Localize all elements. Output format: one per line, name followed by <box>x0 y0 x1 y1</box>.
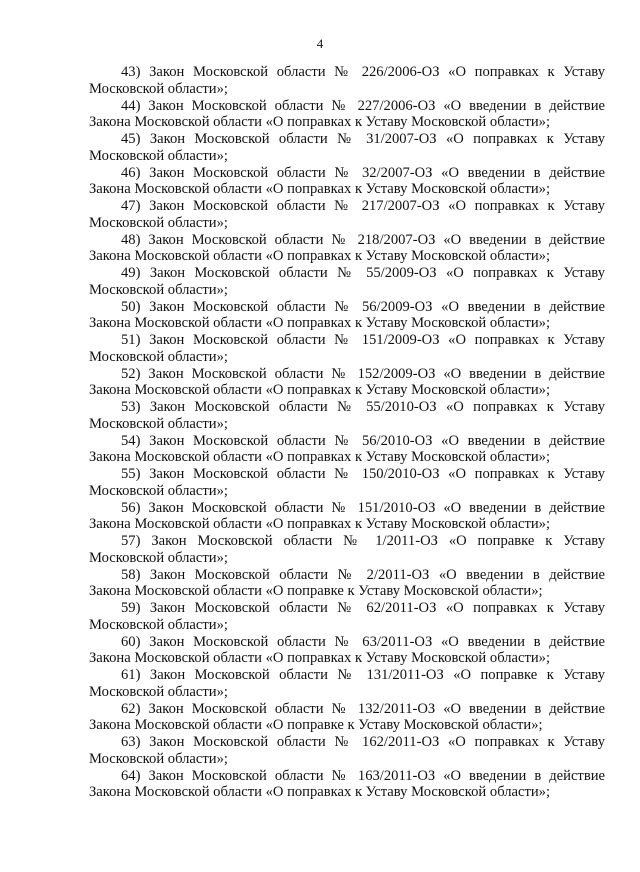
list-item-first-line: 54) Закон Московской области № 56/2010-ОЗ «О введении в действие <box>121 432 605 449</box>
list-item <box>89 667 605 701</box>
list-item-first-line: 64) Закон Московской области № 163/2011-ОЗ «О введении в действие <box>121 767 605 784</box>
list-item-continuation: Московской области»; <box>89 80 228 97</box>
list-item-first-line: 47) Закон Московской области № 217/2007-ОЗ «О поправках к Уставу <box>121 198 605 214</box>
list-item <box>89 600 605 634</box>
list-item <box>89 567 605 601</box>
list-item-first-line: 55) Закон Московской области № 150/2010-ОЗ «О поправках к Уставу <box>121 466 605 482</box>
list-item-continuation: Московской области»; <box>89 147 228 164</box>
list-item <box>89 399 605 433</box>
list-item <box>89 366 605 400</box>
list-item-first-line: 63) Закон Московской области № 162/2011-ОЗ «О поправках к Уставу <box>121 734 605 750</box>
list-item-continuation: Московской области»; <box>89 549 228 566</box>
list-item <box>89 701 605 735</box>
list-item-first-line: 45) Закон Московской области № 31/2007-ОЗ «О поправках к Уставу <box>121 131 605 147</box>
list-item-continuation: Московской области»; <box>89 348 228 365</box>
list-item-continuation: Московской области»; <box>89 616 228 633</box>
list-item-continuation: Закона Московской области «О поправках к Уставу Московской области»; <box>89 181 551 198</box>
list-item-first-line: 58) Закон Московской области № 2/2011-ОЗ «О введении в действие <box>121 566 605 583</box>
list-item-continuation: Закона Московской области «О поправках к Уставу Московской области»; <box>89 650 551 667</box>
list-item-first-line: 51) Закон Московской области № 151/2009-ОЗ «О поправках к Уставу <box>121 332 605 348</box>
list-item-continuation: Московской области»; <box>89 415 228 432</box>
list-item-continuation: Московской области»; <box>89 683 228 700</box>
list-item <box>89 466 605 500</box>
list-item-first-line: 44) Закон Московской области № 227/2006-ОЗ «О введении в действие <box>121 97 605 114</box>
list-item <box>89 232 605 266</box>
list-item-continuation: Московской области»; <box>89 281 228 298</box>
list-item-first-line: 60) Закон Московской области № 63/2011-ОЗ «О введении в действие <box>121 633 605 650</box>
list-item-first-line: 62) Закон Московской области № 132/2011-ОЗ «О введении в действие <box>121 700 605 717</box>
list-item <box>89 131 605 165</box>
list-item <box>89 64 605 98</box>
list-item <box>89 768 605 802</box>
list-item-first-line: 48) Закон Московской области № 218/2007-ОЗ «О введении в действие <box>121 231 605 248</box>
list-item <box>89 98 605 132</box>
list-item-continuation: Закона Московской области «О поправках к Уставу Московской области»; <box>89 382 551 399</box>
list-item-first-line: 49) Закон Московской области № 55/2009-ОЗ «О поправках к Уставу <box>121 265 605 281</box>
list-item-first-line: 56) Закон Московской области № 151/2010-ОЗ «О введении в действие <box>121 499 605 516</box>
list-item-continuation: Московской области»; <box>89 214 228 231</box>
list-item-first-line: 50) Закон Московской области № 56/2009-ОЗ «О введении в действие <box>121 298 605 315</box>
list-item-continuation: Закона Московской области «О поправках к Уставу Московской области»; <box>89 516 551 533</box>
list-item <box>89 734 605 768</box>
list-item-first-line: 61) Закон Московской области № 131/2011-ОЗ «О поправке к Уставу <box>121 667 605 683</box>
page-number: 4 <box>316 36 324 51</box>
list-item <box>89 634 605 668</box>
list-item-continuation: Закона Московской области «О поправках к Уставу Московской области»; <box>89 449 551 466</box>
list-item-continuation: Закона Московской области «О поправках к Уставу Московской области»; <box>89 784 551 801</box>
list-item-continuation: Закона Московской области «О поправках к Уставу Московской области»; <box>89 315 551 332</box>
list-item-continuation: Закона Московской области «О поправках к Уставу Московской области»; <box>89 114 551 131</box>
list-item-first-line: 46) Закон Московской области № 32/2007-ОЗ «О введении в действие <box>121 164 605 181</box>
list-item-first-line: 57) Закон Московской области № 1/2011-ОЗ «О поправке к Уставу <box>121 533 605 549</box>
list-item-first-line: 52) Закон Московской области № 152/2009-ОЗ «О введении в действие <box>121 365 605 382</box>
list-item <box>89 165 605 199</box>
list-item-first-line: 43) Закон Московской области № 226/2006-ОЗ «О поправках к Уставу <box>121 64 605 80</box>
list-item <box>89 265 605 299</box>
list-item-continuation: Московской области»; <box>89 750 228 767</box>
list-item-continuation: Московской области»; <box>89 482 228 499</box>
list-item-first-line: 53) Закон Московской области № 55/2010-ОЗ «О поправках к Уставу <box>121 399 605 415</box>
list-item-continuation: Закона Московской области «О поправке к Уставу Московской области»; <box>89 717 543 734</box>
list-item <box>89 198 605 232</box>
list-item-continuation: Закона Московской области «О поправке к Уставу Московской области»; <box>89 583 543 600</box>
list-item <box>89 500 605 534</box>
law-list <box>89 64 605 801</box>
list-item <box>89 533 605 567</box>
list-item <box>89 433 605 467</box>
list-item-continuation: Закона Московской области «О поправках к Уставу Московской области»; <box>89 248 551 265</box>
list-item <box>89 299 605 333</box>
list-item <box>89 332 605 366</box>
list-item-first-line: 59) Закон Московской области № 62/2011-ОЗ «О поправках к Уставу <box>121 600 605 616</box>
